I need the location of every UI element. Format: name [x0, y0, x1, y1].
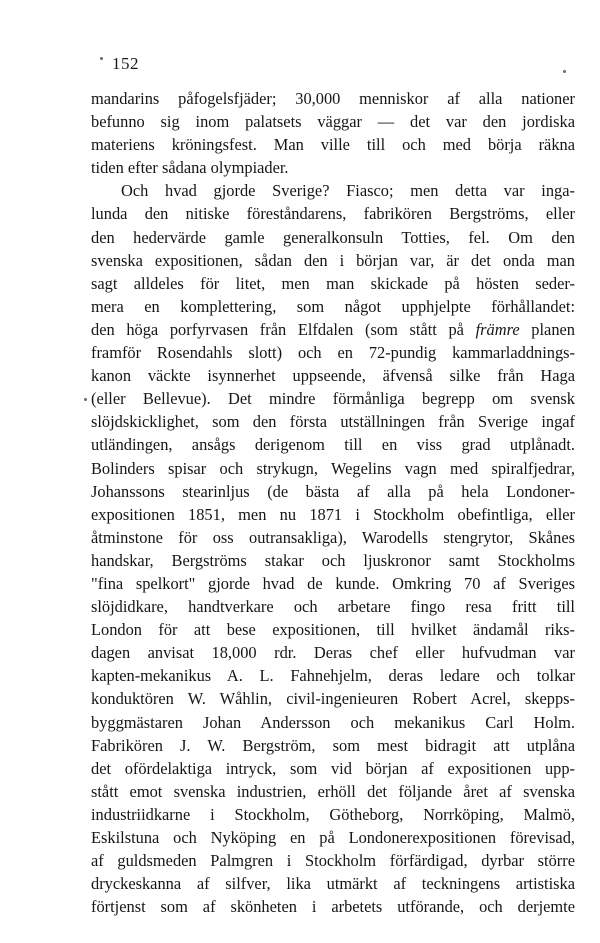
text-line: dryckeskanna af silfver, lika utmärkt af teckningens artistiska — [91, 874, 575, 894]
text-line: dagen anvisat 18,000 rdr. Deras chef eller hufvudman var — [91, 643, 575, 663]
print-speck — [84, 398, 87, 401]
text-line — [91, 318, 575, 341]
text-line: "fina spelkort" gjorde hvad de kunde. Omkring 70 af Sveriges — [91, 573, 575, 593]
text-line-segment: den höga porfyrvasen från Elfdalen (som stått på — [91, 319, 476, 339]
text-line: (eller Bellevue). Det mindre förmånliga begrepp om svensk — [91, 389, 575, 409]
text-line: tiden efter sådana olympiader. — [91, 158, 289, 178]
body-text — [91, 87, 575, 918]
text-line: slöjdskicklighet, som den första utställningen från Sverige ingaf — [91, 412, 575, 432]
italic-word: främre — [475, 319, 520, 339]
text-line: Johanssons stearinljus (de bästa af alla på hela Londoner- — [91, 481, 575, 501]
text-line: af guldsmeden Palmgren i Stockholm förfärdigad, dyrbar större — [91, 851, 575, 871]
text-line: handskar, Bergströms stakar och ljuskronor samt Stockholms — [91, 550, 575, 570]
text-line: stått emot svenska industrien, erhöll det följande året af svenska — [91, 781, 575, 801]
text-line: befunno sig inom palatsets väggar — det var den jordiska — [91, 112, 575, 132]
text-line: expositionen 1851, men nu 1871 i Stockholm obefintliga, eller — [91, 504, 575, 524]
text-line: kanon väckte isynnerhet uppseende, äfvenså silke från Haga — [91, 366, 575, 386]
text-line: den hedervärde gamle generalkonsuln Totties, fel. Om den — [91, 227, 575, 247]
text-line: Bolinders spisar och strykugn, Wegelins vagn med spiralfjedrar, — [91, 458, 575, 478]
text-line: framför Rosendahls slott) och en 72-pundig kammarladdnings- — [91, 343, 575, 363]
text-line: utländingen, ansågs derigenom till en viss grad utplånadt. — [91, 435, 575, 455]
text-line: mandarins påfogelsfjäder; 30,000 menniskor af alla nationer — [91, 89, 575, 108]
text-line: åtminstone för oss outransakliga), Warodells stengrytor, Skånes — [91, 527, 575, 547]
text-line: byggmästaren Johan Andersson och mekanikus Carl Holm. — [91, 712, 575, 732]
text-line: materiens kröningsfest. Man ville till och med börja räkna — [91, 135, 575, 155]
text-line: förtjenst som af skönheten i arbetets utförande, och derjemte — [91, 897, 575, 917]
text-line: kapten-mekanikus A. L. Fahnehjelm, deras ledare och tolkar — [91, 666, 575, 686]
text-line: konduktören W. Wåhlin, civil-ingenieuren Robert Acrel, skepps- — [91, 689, 575, 709]
text-line: slöjdidkare, handtverkare och arbetare fingo resa fritt till — [91, 597, 575, 617]
text-line: industriidkarne i Stockholm, Götheborg, Norrköping, Malmö, — [91, 804, 575, 824]
text-line: Fabrikören J. W. Bergström, som mest bidragit att utplåna — [91, 735, 575, 755]
page-number: 152 — [112, 54, 139, 73]
text-line-segment: planen — [519, 319, 575, 339]
text-line: svenska expositionen, sådan den i början var, är det onda man — [91, 250, 575, 270]
text-line: Och hvad gjorde Sverige? Fiasco; men detta var inga- — [121, 181, 575, 201]
text-line: lunda den nitiske föreståndarens, fabrikören Bergströms, eller — [91, 204, 575, 224]
text-line: mera en komplettering, som något upphjelpte förhållandet: — [91, 296, 575, 316]
text-line: Eskilstuna och Nyköping en på Londonerexpositionen förevisad, — [91, 828, 575, 847]
text-line: London för att bese expositionen, till hvilket ändamål riks- — [91, 620, 575, 640]
text-line: det ofördelaktiga intryck, som vid början af expositionen upp- — [91, 758, 575, 778]
print-speck — [100, 57, 103, 60]
text-line: sagt alldeles för litet, men man skickade på hösten seder- — [91, 273, 575, 293]
print-speck — [563, 70, 566, 73]
